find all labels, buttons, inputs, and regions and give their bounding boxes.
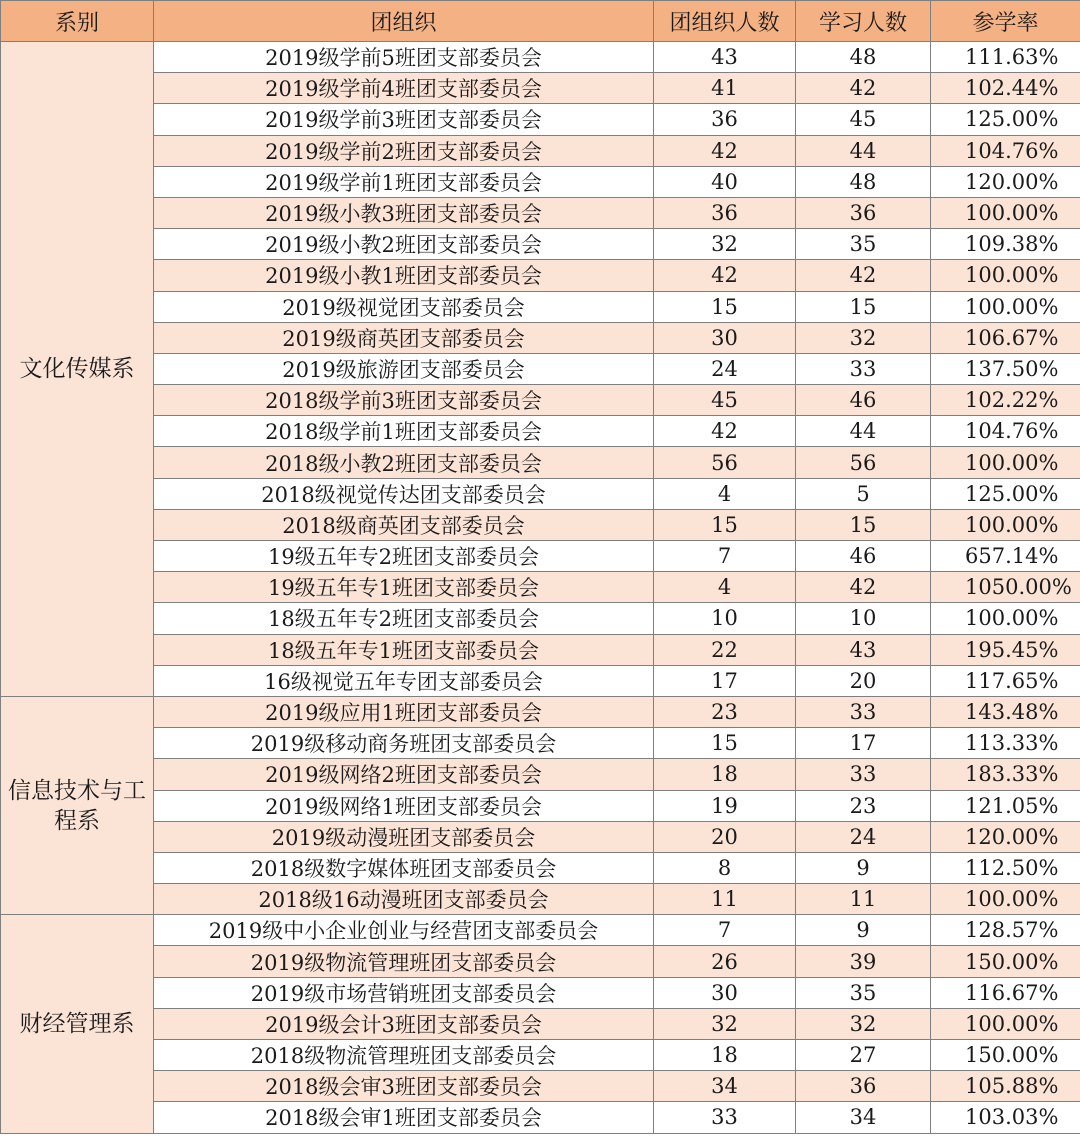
rate-cell: 121.05% — [931, 790, 1080, 821]
organization-cell: 2019级旅游团支部委员会 — [154, 353, 654, 384]
members-cell: 15 — [654, 509, 796, 540]
rate-cell: 102.44% — [931, 73, 1080, 104]
organization-cell: 2019级学前3班团支部委员会 — [154, 104, 654, 135]
organization-cell: 2018级学前1班团支部委员会 — [154, 416, 654, 447]
table-body — [1, 42, 1080, 1134]
members-cell: 30 — [654, 977, 796, 1008]
table-row — [1, 385, 1080, 416]
organization-cell: 2018级数字媒体班团支部委员会 — [154, 852, 654, 883]
rate-cell: 104.76% — [931, 416, 1080, 447]
learners-cell: 32 — [796, 322, 931, 353]
rate-cell: 102.22% — [931, 385, 1080, 416]
organization-cell: 2018级16动漫班团支部委员会 — [154, 884, 654, 915]
learners-cell: 20 — [796, 665, 931, 696]
members-cell: 41 — [654, 73, 796, 104]
table-row — [1, 509, 1080, 540]
table-row — [1, 416, 1080, 447]
table-header — [1, 1, 1080, 42]
rate-cell: 183.33% — [931, 759, 1080, 790]
members-cell: 20 — [654, 821, 796, 852]
header-learners: 学习人数 — [796, 1, 931, 42]
learners-cell: 9 — [796, 915, 931, 946]
rate-cell: 125.00% — [931, 478, 1080, 509]
header-members: 团组织人数 — [654, 1, 796, 42]
organization-cell: 2019级视觉团支部委员会 — [154, 291, 654, 322]
table-row — [1, 197, 1080, 228]
organization-cell: 2019级小教3班团支部委员会 — [154, 197, 654, 228]
learners-cell: 44 — [796, 416, 931, 447]
learners-cell: 48 — [796, 42, 931, 73]
members-cell: 17 — [654, 665, 796, 696]
table-row — [1, 946, 1080, 977]
table-row — [1, 696, 1080, 727]
learners-cell: 27 — [796, 1040, 931, 1071]
members-cell: 56 — [654, 447, 796, 478]
learners-cell: 11 — [796, 884, 931, 915]
table-row — [1, 260, 1080, 291]
members-cell: 30 — [654, 322, 796, 353]
rate-cell: 137.50% — [931, 353, 1080, 384]
rate-cell: 100.00% — [931, 603, 1080, 634]
learners-cell: 32 — [796, 1008, 931, 1039]
members-cell: 32 — [654, 229, 796, 260]
organization-cell: 2018级会审3班团支部委员会 — [154, 1071, 654, 1102]
rate-cell: 104.76% — [931, 135, 1080, 166]
rate-cell: 105.88% — [931, 1071, 1080, 1102]
members-cell: 40 — [654, 166, 796, 197]
header-row — [1, 1, 1080, 42]
members-cell: 22 — [654, 634, 796, 665]
learners-cell: 42 — [796, 572, 931, 603]
organization-cell: 2018级会审1班团支部委员会 — [154, 1102, 654, 1133]
learners-cell: 46 — [796, 385, 931, 416]
table-row — [1, 478, 1080, 509]
learners-cell: 17 — [796, 728, 931, 759]
table-row — [1, 884, 1080, 915]
rate-cell: 125.00% — [931, 104, 1080, 135]
rate-cell: 120.00% — [931, 821, 1080, 852]
members-cell: 8 — [654, 852, 796, 883]
learners-cell: 5 — [796, 478, 931, 509]
learners-cell: 33 — [796, 696, 931, 727]
members-cell: 11 — [654, 884, 796, 915]
table-row — [1, 1102, 1080, 1133]
learners-cell: 33 — [796, 353, 931, 384]
rate-cell: 150.00% — [931, 1040, 1080, 1071]
learners-cell: 43 — [796, 634, 931, 665]
organization-cell: 2019级中小企业创业与经营团支部委员会 — [154, 915, 654, 946]
table-row — [1, 229, 1080, 260]
rate-cell: 113.33% — [931, 728, 1080, 759]
organization-cell: 2018级物流管理班团支部委员会 — [154, 1040, 654, 1071]
members-cell: 45 — [654, 385, 796, 416]
organization-cell: 2019级市场营销班团支部委员会 — [154, 977, 654, 1008]
members-cell: 36 — [654, 197, 796, 228]
rate-cell: 100.00% — [931, 884, 1080, 915]
organization-cell: 2019级会计3班团支部委员会 — [154, 1008, 654, 1039]
members-cell: 4 — [654, 572, 796, 603]
rate-cell: 100.00% — [931, 509, 1080, 540]
header-organization: 团组织 — [154, 1, 654, 42]
organization-cell: 2019级商英团支部委员会 — [154, 322, 654, 353]
table-row — [1, 572, 1080, 603]
organization-cell: 2019级物流管理班团支部委员会 — [154, 946, 654, 977]
organization-cell: 2018级视觉传达团支部委员会 — [154, 478, 654, 509]
organization-cell: 2018级商英团支部委员会 — [154, 509, 654, 540]
rate-cell: 100.00% — [931, 197, 1080, 228]
department-cell: 财经管理系 — [1, 915, 154, 1133]
rate-cell: 112.50% — [931, 852, 1080, 883]
members-cell: 32 — [654, 1008, 796, 1039]
table-row — [1, 915, 1080, 946]
learners-cell: 39 — [796, 946, 931, 977]
members-cell: 19 — [654, 790, 796, 821]
members-cell: 33 — [654, 1102, 796, 1133]
members-cell: 34 — [654, 1071, 796, 1102]
organization-cell: 19级五年专1班团支部委员会 — [154, 572, 654, 603]
rate-cell: 103.03% — [931, 1102, 1080, 1133]
header-rate: 参学率 — [931, 1, 1080, 42]
members-cell: 42 — [654, 416, 796, 447]
table-row — [1, 790, 1080, 821]
learners-cell: 35 — [796, 977, 931, 1008]
table-row — [1, 1008, 1080, 1039]
organization-cell: 19级五年专2班团支部委员会 — [154, 541, 654, 572]
learners-cell: 36 — [796, 197, 931, 228]
members-cell: 43 — [654, 42, 796, 73]
organization-cell: 2019级小教1班团支部委员会 — [154, 260, 654, 291]
table-row — [1, 634, 1080, 665]
learners-cell: 15 — [796, 291, 931, 322]
department-cell: 信息技术与工程系 — [1, 696, 154, 914]
members-cell: 7 — [654, 541, 796, 572]
learners-cell: 10 — [796, 603, 931, 634]
rate-cell: 106.67% — [931, 322, 1080, 353]
table-row — [1, 353, 1080, 384]
table-row — [1, 104, 1080, 135]
organization-cell: 18级五年专1班团支部委员会 — [154, 634, 654, 665]
table-row — [1, 852, 1080, 883]
learners-cell: 44 — [796, 135, 931, 166]
organization-cell: 2019级网络1班团支部委员会 — [154, 790, 654, 821]
table-row — [1, 977, 1080, 1008]
members-cell: 26 — [654, 946, 796, 977]
rate-cell: 100.00% — [931, 260, 1080, 291]
learners-cell: 24 — [796, 821, 931, 852]
members-cell: 7 — [654, 915, 796, 946]
table-row — [1, 42, 1080, 73]
rate-cell: 1050.00% — [931, 572, 1080, 603]
rate-cell: 100.00% — [931, 447, 1080, 478]
learners-cell: 46 — [796, 541, 931, 572]
rate-cell: 128.57% — [931, 915, 1080, 946]
organization-cell: 16级视觉五年专团支部委员会 — [154, 665, 654, 696]
table-row — [1, 166, 1080, 197]
table-row — [1, 447, 1080, 478]
learners-cell: 56 — [796, 447, 931, 478]
organization-cell: 2019级学前1班团支部委员会 — [154, 166, 654, 197]
rate-cell: 143.48% — [931, 696, 1080, 727]
learners-cell: 36 — [796, 1071, 931, 1102]
rate-cell: 657.14% — [931, 541, 1080, 572]
table-row — [1, 603, 1080, 634]
members-cell: 23 — [654, 696, 796, 727]
learners-cell: 42 — [796, 73, 931, 104]
table-row — [1, 665, 1080, 696]
learners-cell: 15 — [796, 509, 931, 540]
header-department: 系别 — [1, 1, 154, 42]
learners-cell: 35 — [796, 229, 931, 260]
table-row — [1, 1040, 1080, 1071]
learners-cell: 23 — [796, 790, 931, 821]
rate-cell: 109.38% — [931, 229, 1080, 260]
members-cell: 24 — [654, 353, 796, 384]
organization-cell: 2019级应用1班团支部委员会 — [154, 696, 654, 727]
organization-cell: 2019级网络2班团支部委员会 — [154, 759, 654, 790]
members-cell: 18 — [654, 759, 796, 790]
department-cell: 文化传媒系 — [1, 42, 154, 697]
organization-cell: 2019级学前4班团支部委员会 — [154, 73, 654, 104]
members-cell: 15 — [654, 728, 796, 759]
rate-cell: 111.63% — [931, 42, 1080, 73]
rate-cell: 100.00% — [931, 291, 1080, 322]
learners-cell: 45 — [796, 104, 931, 135]
organization-cell: 2018级小教2班团支部委员会 — [154, 447, 654, 478]
table-row — [1, 1071, 1080, 1102]
rate-cell: 150.00% — [931, 946, 1080, 977]
members-cell: 42 — [654, 260, 796, 291]
rate-cell: 116.67% — [931, 977, 1080, 1008]
learners-cell: 9 — [796, 852, 931, 883]
members-cell: 42 — [654, 135, 796, 166]
members-cell: 36 — [654, 104, 796, 135]
organization-cell: 2019级移动商务班团支部委员会 — [154, 728, 654, 759]
organization-cell: 2018级学前3班团支部委员会 — [154, 385, 654, 416]
table-row — [1, 821, 1080, 852]
learners-cell: 48 — [796, 166, 931, 197]
organization-cell: 2019级学前2班团支部委员会 — [154, 135, 654, 166]
learners-cell: 33 — [796, 759, 931, 790]
table-row — [1, 759, 1080, 790]
organization-cell: 2019级学前5班团支部委员会 — [154, 42, 654, 73]
members-cell: 4 — [654, 478, 796, 509]
learners-cell: 34 — [796, 1102, 931, 1133]
rate-cell: 100.00% — [931, 1008, 1080, 1039]
organization-cell: 18级五年专2班团支部委员会 — [154, 603, 654, 634]
table-row — [1, 291, 1080, 322]
rate-cell: 120.00% — [931, 166, 1080, 197]
table-row — [1, 728, 1080, 759]
organization-cell: 2019级小教2班团支部委员会 — [154, 229, 654, 260]
learners-cell: 42 — [796, 260, 931, 291]
table-row — [1, 135, 1080, 166]
members-cell: 15 — [654, 291, 796, 322]
rate-cell: 195.45% — [931, 634, 1080, 665]
rate-cell: 117.65% — [931, 665, 1080, 696]
members-cell: 18 — [654, 1040, 796, 1071]
organization-cell: 2019级动漫班团支部委员会 — [154, 821, 654, 852]
table-row — [1, 73, 1080, 104]
members-cell: 10 — [654, 603, 796, 634]
table-row — [1, 541, 1080, 572]
table-row — [1, 322, 1080, 353]
